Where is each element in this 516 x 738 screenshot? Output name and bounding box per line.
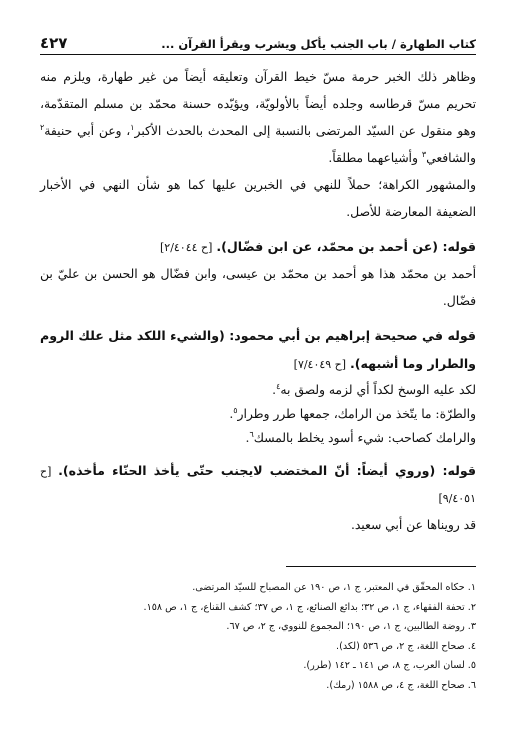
footnote-marker[interactable]: ٣ xyxy=(421,149,427,159)
commentary-heading xyxy=(40,233,476,261)
paragraph xyxy=(40,402,476,426)
footnote-marker[interactable]: ٤ xyxy=(276,381,281,391)
page-number: ٤٢٧ xyxy=(40,34,68,52)
footnote-separator xyxy=(286,566,476,567)
paragraph-text: وأشياعهما مطلقاً. xyxy=(328,151,422,165)
quotation-heading: قوله: (وروي أيضاً: أنّ المختضب لايجنب حتّى يأخذ الحنّاء مأخذه). xyxy=(58,463,476,478)
hadith-reference: [ح ٧/٤٠٤٩] xyxy=(293,358,347,371)
main-text xyxy=(40,64,476,539)
footnote: ٢. تحفة الفقهاء، ج ١، ص ٣٢؛ بدائع الصنائع، ج ١، ص ٣٧؛ كشف القناع، ج ١، ص ١٥٨. xyxy=(143,601,476,613)
paragraph-text: لكد عليه الوسخ لكداً أي لزمه ولصق به xyxy=(280,383,476,397)
quotation-heading: قوله في صحيحة إبراهيم بن أبي محمود: (والشيء اللكد مثل علك الروم والطرار وما أشبهه). xyxy=(40,328,476,371)
running-title: كتاب الطهارة / باب الجنب يأكل ويشرب ويقرأ القرآن ... xyxy=(161,37,476,51)
quotation-heading: قوله: (عن أحمد بن محمّد، عن ابن فضّال). xyxy=(216,239,476,254)
paragraph-text: . xyxy=(229,407,234,421)
page-header xyxy=(40,30,476,55)
paragraph xyxy=(40,64,476,172)
footnotes xyxy=(40,578,476,696)
paragraph-text: . xyxy=(272,383,277,397)
paragraph: قد رويناها عن أبي سعيد. xyxy=(350,518,476,532)
footnote: ٥. لسان العرب، ج ٨، ص ١٤١ ـ ١٤٢ (طرر). xyxy=(303,660,476,672)
hadith-reference: [ح ٩/٤٠٥١] xyxy=(40,465,476,505)
footnote: ٦. صحاح اللغة، ج ٤، ص ١٥٨٨ (رمك). xyxy=(326,679,476,691)
paragraph-text: ، وعن أبي حنيفة xyxy=(44,124,131,138)
paragraph-text: والشافعي xyxy=(426,151,476,165)
paragraph: والمشهور الكراهة؛ حملاً للنهي في الخبرين عليها كما هو شأن النهي في الأخبار الضعيفة المعارضة للأصل. xyxy=(40,178,476,219)
paragraph xyxy=(40,378,476,402)
commentary-heading xyxy=(40,322,476,378)
commentary-heading xyxy=(40,457,476,512)
footnote: ١. حكاه المحقّق في المعتبر، ج ١، ص ١٩٠ عن المصباح للسيّد المرتضى. xyxy=(192,582,476,593)
footnote-marker[interactable]: ٢ xyxy=(40,122,45,132)
footnote-marker[interactable]: ١ xyxy=(130,122,135,132)
paragraph-text: والرامك كصاحب: شيء أسود يخلط بالمسك xyxy=(253,431,476,445)
paragraph: أحمد بن محمّد هذا هو أحمد بن محمّد بن عيسى، وابن فضّال هو الحسن بن عليّ بن فضّال. xyxy=(40,267,476,308)
footnote: ٤. صحاح اللغة، ج ٢، ص ٥٣٦ (لكد). xyxy=(336,640,476,652)
footnote-marker[interactable]: ٥ xyxy=(233,405,238,415)
footnote-marker[interactable]: ٦ xyxy=(249,429,254,439)
paragraph-text: والطرّة: ما يتّخذ من الرامك، جمعها طرر وطرار xyxy=(237,407,476,421)
paragraph-text: وظاهر ذلك الخبر حرمة مسّ خيط القرآن وتعليقه أيضاً من غير طهارة، ويلزم منه تحريم مسّ قرطاسه وجلده أيضاً بالأولويّة، ويؤيّده حسنة محمّد بن مسلم المتقدّمة، وهو منقول عن السيّد المرتضى بالنسبة إلى المحدث بالحدث الأكبر xyxy=(40,70,476,138)
hadith-reference: [ح ٢/٤٠٤٤] xyxy=(159,241,213,254)
paragraph-text: . xyxy=(245,431,250,445)
footnote: ٣. روضة الطالبين، ج ١، ص ١٩٠؛ المجموع للنووي، ج ٢، ص ٦٧. xyxy=(226,621,476,633)
paragraph xyxy=(40,426,476,450)
